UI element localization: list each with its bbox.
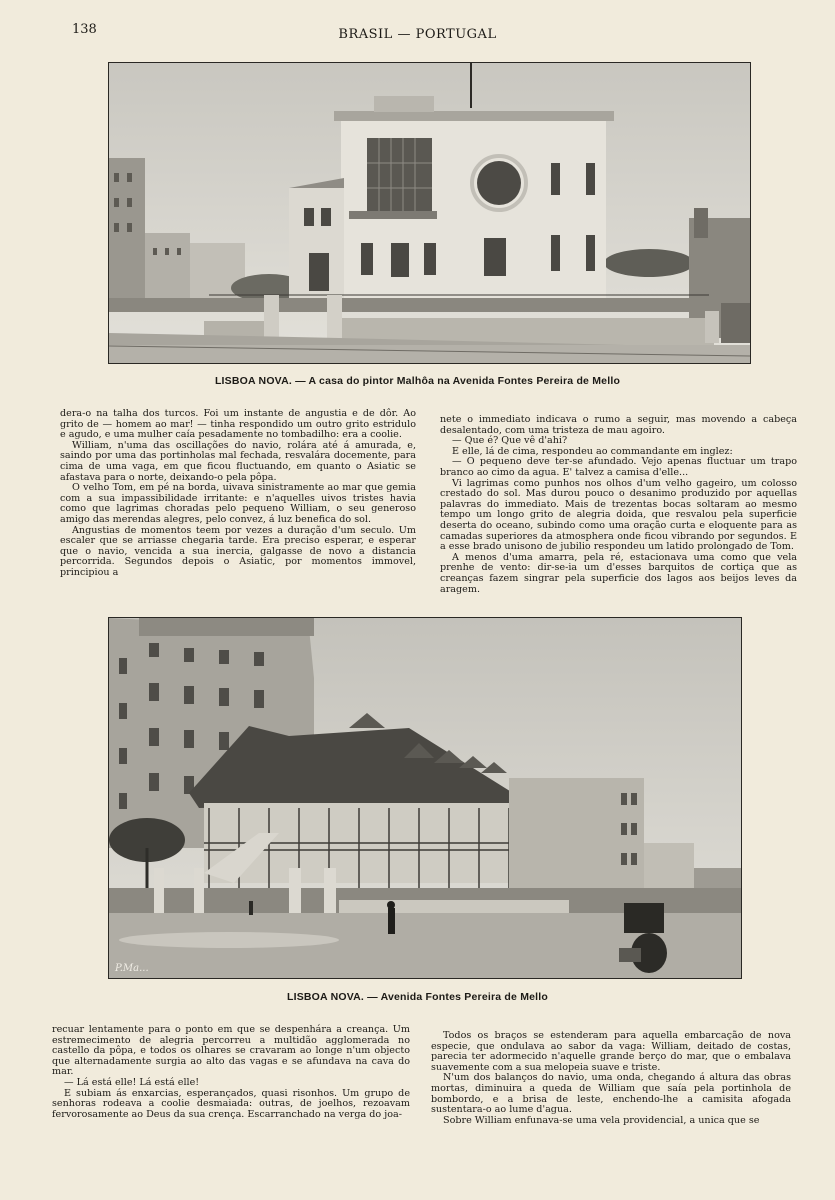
paragraph: Todos os braços se estenderam para aquella embarcação de nova especie, que ondulava ao sabor da vaga: William, deitado de costas, parecia ter adormecido n'aquelle grande berço do mar, que o embalava suavemente com a sua melopeia suave e triste. <box>431 1030 791 1073</box>
paragraph: — O pequeno deve ter-se afundado. Vejo apenas fluctuar um trapo branco ao cimo da agua. E' talvez a camisa d'elle... <box>440 456 797 478</box>
paragraph: A menos d'uma amarra, pela ré, estacionava uma como que vela prenhe de vento: dir-se-ia um d'esses barquitos de cortiça que as creanças fazem singrar pela superficie dos lagos aos beijos leves da aragem. <box>440 551 797 595</box>
figure-2-caption: LISBOA NOVA. — Avenida Fontes Pereira de Mello <box>286 991 549 1003</box>
paragraph: Sobre William enfunava-se uma vela providencial, a unica que se <box>443 1114 760 1126</box>
text-column-2-left <box>52 1025 410 1120</box>
paragraph: E elle, lá de cima, respondeu ao commandante em inglez: <box>452 445 733 457</box>
paragraph: nete o immediato indicava o rumo a seguir, mas movendo a cabeça desalentado, com uma tristeza de mau agoiro. <box>440 414 797 436</box>
photo-malhoa-house-illustration <box>109 63 750 363</box>
text-column-1-right <box>440 415 797 595</box>
photo-malhoa-house <box>108 62 751 364</box>
page-number: 138 <box>72 22 97 37</box>
paragraph: — Que é? Que vê d'ahi? <box>452 435 568 447</box>
text-column-2-right <box>431 1031 791 1126</box>
paragraph: O velho Tom, em pé na borda, uivava sinistramente ao mar que gemia com a sua impassibilidade irritante: e n'aquelles uivos tristes havia como que lagrimas choradas pelo pequeno William, o seu generoso amigo das merendas alegres, pelo convez, á luz benefica do sol. <box>60 482 416 525</box>
running-title: BRASIL — PORTUGAL <box>338 27 497 42</box>
paragraph: William, n'uma das oscillações do navio, rolára até á amurada, e, saindo por uma das portinholas mal fechada, resvalára docemente, para cima de uma vaga, em que ficou fluctuando, em quanto o Asiatic se afastava para o norte, deixando-o pela pôpa. <box>60 439 416 483</box>
paragraph: N'um dos balanços do navio, uma onda, chegando á altura das obras mortas, diminuira a queda de William que saía pela portinhola de bombordo, e a brisa de leste, enchendo-lhe a camisita afogada sustentara-o ao lume d'agua. <box>431 1072 791 1116</box>
paragraph: Vi lagrimas como punhos nos olhos d'um velho gageiro, um colosso crestado do sol. Mas durou pouco o desanimo produzido por aquellas palavras do immediato. Mais de trezentas bocas soltaram ao mesmo tempo um longo grito de alegria doida, que resvalou pela superficie deserta do oceano, subindo como uma oração curta e eloquente para as camadas superiores da atmosphera onde ficou vibrando por segundos. E a esse brado unisono de jubilio respondeu um latido prolongado de Tom. <box>440 477 797 553</box>
paragraph: Angustias de momentos teem por vezes a duração d'um seculo. Um escaler que se arriasse chegaria tarde. Era preciso esperar, e esperar que o navio, vencida a sua inercia, galgasse de novo a distancia percorrida. Segundos depois o Asiatic, por momentos immovel, principiou a <box>60 524 416 578</box>
paragraph: recuar lentamente para o ponto em que se despenhára a creança. Um estremecimento de alegria percorreu a multidão agglomerada no castello da pôpa, e todos os olhares se cravaram ao longe n'um objecto que alternadamente surgia ao alto das vagas e se afundava na cava do mar. <box>52 1024 410 1078</box>
photo-avenida <box>108 617 742 979</box>
figure-1-caption: LISBOA NOVA. — A casa do pintor Malhôa na Avenida Fontes Pereira de Mello <box>214 375 621 387</box>
paragraph: — Lá está elle! Lá está elle! <box>64 1076 200 1088</box>
photographer-mark: P.Ma... <box>115 963 149 974</box>
photo-avenida-illustration <box>109 618 741 978</box>
paragraph: E subiam ás enxarcias, esperançados, quasi risonhos. Um grupo de senhoras rodeava a coolie desmaiada: outras, de joelhos, rezoavam fervorosamente ao Deus da sua crença. Escarranchado na verga do joa- <box>52 1087 410 1120</box>
text-column-1-left <box>60 409 416 579</box>
paragraph: dera-o na talha dos turcos. Foi um instante de angustia e de dôr. Ao grito de — homem ao mar! — tinha respondido um outro grito estridulo e agudo, e uma mulher caía pesadamente no tombadilho: era a coolie. <box>60 408 416 441</box>
